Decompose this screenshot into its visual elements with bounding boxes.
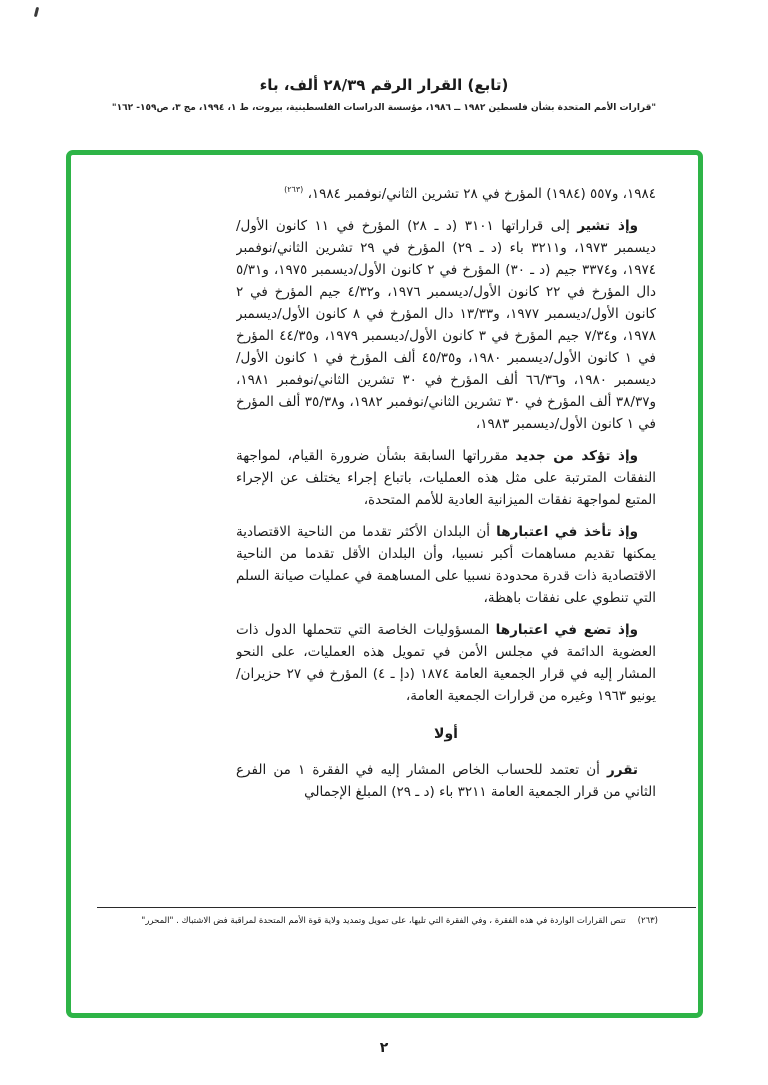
footnote-text: تنص القرارات الواردة في هذه الفقرة ، وفي الفقرة التي تليها، على تمويل وتمديد ولاية قوة الأمم المتحدة لمراقبة فض الاشتباك . "المحرر" — [141, 916, 626, 926]
content-frame — [66, 150, 703, 1018]
page-number: ٢ — [379, 1040, 389, 1056]
clause-text: المسؤوليات الخاصة التي تتحملها الدول ذات العضوية الدائمة في مجلس الأمن في تمويل هذه العمليات، على النحو المشار إليه في قرار الجمعية العامة ١٨٧٤ (دإ ـ ٤) المؤرخ في ٢٧ حزيران/يونيو ١٩٦٣ وغيره من قرارات الجمعية العامة، — [236, 622, 656, 704]
taking-into-account-clause — [236, 521, 656, 609]
clause-text: أن البلدان الأكثر تقدما من الناحية الاقتصادية يمكنها تقديم مساهمات أكبر نسبيا، وأن البلدان الأقل تقدما من الناحية الاقتصادية ذات قدرة محدودة نسبيا على المساهمة في عمليات صيانة السلم التي تنطوي على نفقات باهظة، — [236, 524, 656, 606]
clause-lead: تقرر — [607, 762, 638, 778]
clause-text: مقرراتها السابقة بشأن ضرورة القيام، لمواجهة النفقات المترتبة على مثل هذه العمليات، باتباع إجراء يختلف عن الإجراء المتبع لمواجهة نفقات الميزانية العادية للأمم المتحدة، — [236, 448, 656, 508]
footnote-ref: (٢٦٣) — [284, 185, 304, 194]
bearing-in-mind-clause — [236, 619, 656, 707]
document-title: (تابع) القرار الرقم ٢٨/٣٩ ألف، باء — [259, 76, 509, 94]
recalling-clause — [236, 215, 656, 435]
clause-lead: وإذ تؤكد من جديد — [515, 448, 638, 464]
clause-lead: وإذ تشير — [577, 218, 638, 234]
clause-lead: وإذ تأخذ في اعتبارها — [496, 524, 638, 540]
continuation-paragraph — [236, 179, 656, 205]
footnote-rule — [97, 907, 696, 908]
source-citation: "قرارات الأمم المتحدة بشأن فلسطين ١٩٨٢ ــ ١٩٨٦، مؤسسة الدراسات الفلسطينية، بيروت، ط ١، ١٩٩٤، مج ٣، ص١٥٩- ١٦٢" — [111, 103, 657, 113]
decides-clause — [236, 759, 656, 803]
clause-lead: وإذ تضع في اعتبارها — [495, 622, 639, 638]
clause-text: أن تعتمد للحساب الخاص المشار إليه في الفقرة ١ من الفرع الثاني من قرار الجمعية العامة ٣٢١١ باء (د ـ ٢٩) المبلغ الإجمالي — [236, 762, 656, 800]
resolution-text — [236, 179, 656, 905]
footnote-marker: (٢٦٣) — [637, 916, 658, 926]
clause-text: إلى قراراتها ٣١٠١ (د ـ ٢٨) المؤرخ في ١١ كانون الأول/ديسمبر ١٩٧٣، و٣٢١١ باء (د ـ ٢٩) المؤرخ في ٢٩ تشرين الثاني/نوفمبر ١٩٧٤، و٣٣٧٤ جيم (د ـ ٣٠) المؤرخ في ٢ كانون الأول/ديسمبر ١٩٧٥، و٥/٣١ دال المؤرخ في ٢٢ كانون الأول/ديسمبر ١٩٧٦، و٤/٣٢ جيم المؤرخ في ٢ كانون الأول/ديسمبر ١٩٧٧، و١٣/٣٣ دال المؤرخ في ٨ كانون الأول/ديسمبر ١٩٧٨، و٧/٣٤ جيم المؤرخ في ٣ كانون الأول/ديسمبر ١٩٧٩، و٤٤/٣٥ المؤرخ في ١ كانون الأول/ديسمبر ١٩٨٠، و٤٥/٣٥ ألف المؤرخ في ١ كانون الأول/ديسمبر ١٩٨٠، و٦٦/٣٦ ألف المؤرخ في ٣٠ تشرين الثاني/نوفمبر ١٩٨١، و٣٨/٣٧ ألف المؤرخ في ٣٠ تشرين الثاني/نوفمبر ١٩٨٢، و٣٥/٣٨ ألف المؤرخ في ١ كانون الأول/ديسمبر ١٩٨٣، — [236, 218, 656, 432]
scan-artifact-mark — [34, 7, 39, 17]
section-heading-one: أولا — [434, 726, 458, 742]
continuation-text: ١٩٨٤، و٥٥٧ (١٩٨٤) المؤرخ في ٢٨ تشرين الثاني/نوفمبر ١٩٨٤، — [307, 186, 656, 202]
footnote — [97, 907, 696, 927]
reaffirming-clause — [236, 445, 656, 511]
